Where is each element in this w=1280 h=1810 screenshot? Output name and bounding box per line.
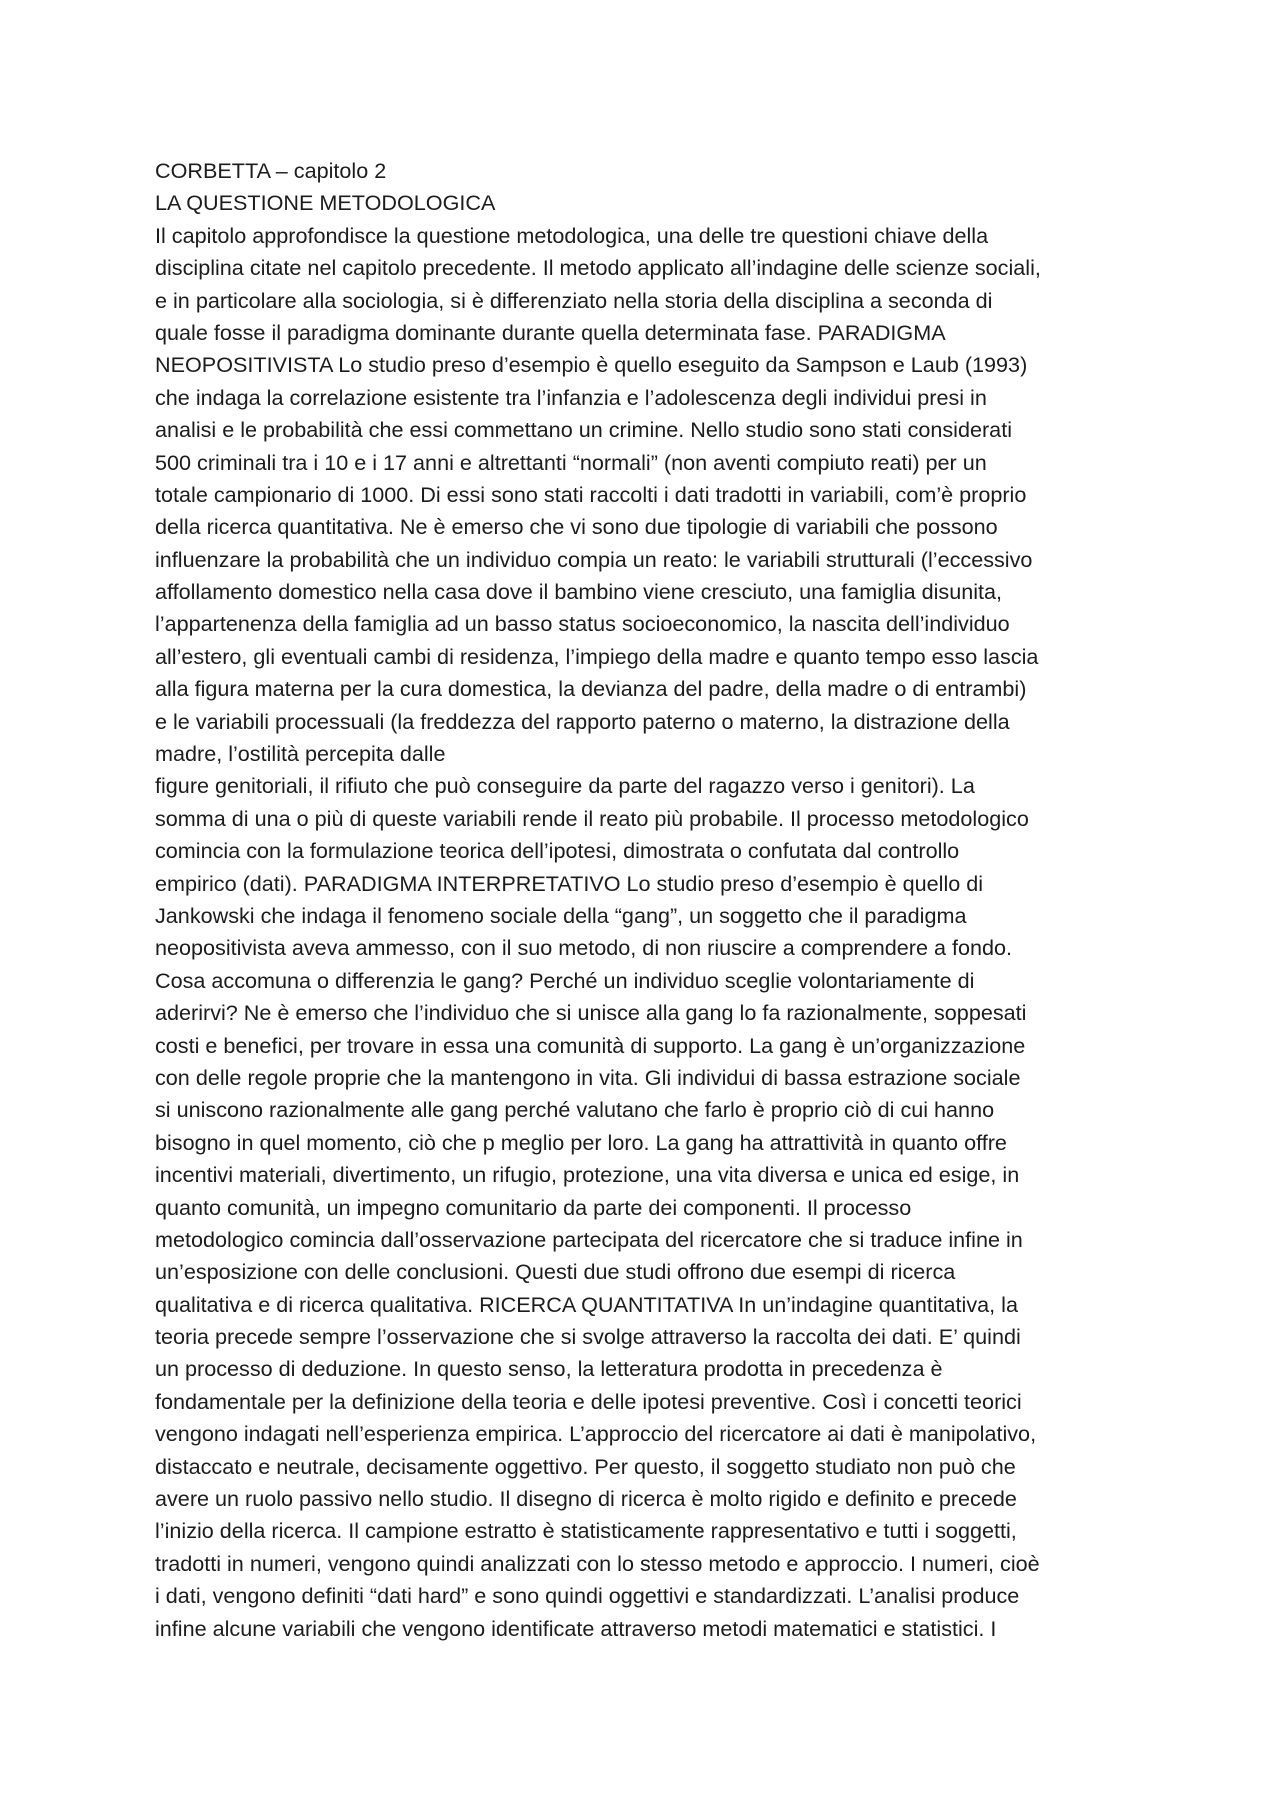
text-line: quale fosse il paradigma dominante durante quella determinata fase. PARADIGMA [155, 319, 946, 345]
text-line: un processo di deduzione. In questo senso, la letteratura prodotta in precedenza è [155, 1356, 943, 1382]
text-line: 500 criminali tra i 10 e i 17 anni e altrettanti “normali” (non aventi compiuto reati) per un [155, 449, 987, 475]
text-line: quanto comunità, un impegno comunitario da parte dei componenti. Il processo [155, 1194, 912, 1220]
text-line: della ricerca quantitativa. Ne è emerso che vi sono due tipologie di variabili che possono [155, 514, 998, 540]
text-line: Cosa accomuna o differenzia le gang? Perché un individuo sceglie volontariamente di [155, 967, 975, 993]
text-line: affollamento domestico nella casa dove il bambino viene cresciuto, una famiglia disunita, [155, 579, 1003, 605]
text-line: metodologico comincia dall’osservazione partecipata del ricercatore che si traduce infine in [155, 1226, 1023, 1252]
text-line: e in particolare alla sociologia, si è differenziato nella storia della disciplina a seconda di [155, 287, 993, 313]
text-line: incentivi materiali, divertimento, un rifugio, protezione, una vita diversa e unica ed esige, in [155, 1162, 1020, 1188]
text-line: Jankowski che indaga il fenomeno sociale della “gang”, un soggetto che il paradigma [155, 902, 967, 928]
text-line: tradotti in numeri, vengono quindi analizzati con lo stesso metodo e approccio. I numeri, cioè [155, 1550, 1040, 1576]
paragraph [155, 220, 1130, 1645]
text-line: distaccato e neutrale, decisamente oggettivo. Per questo, il soggetto studiato non può che [155, 1453, 1016, 1479]
text-line: avere un ruolo passivo nello studio. Il disegno di ricerca è molto rigido e definito e precede [155, 1486, 1017, 1512]
text-line: all’estero, gli eventuali cambi di residenza, l’impiego della madre e quanto tempo esso lascia [155, 643, 1039, 669]
text-line: totale campionario di 1000. Di essi sono stati raccolti i dati tradotti in variabili, com’è proprio [155, 481, 1027, 507]
text-line: disciplina citate nel capitolo precedente. Il metodo applicato all’indagine delle scienze sociali, [155, 255, 1041, 281]
text-line: empirico (dati). PARADIGMA INTERPRETATIVO Lo studio preso d’esempio è quello di [155, 870, 984, 896]
text-line: figure genitoriali, il rifiuto che può conseguire da parte del ragazzo verso i genitori). La [155, 773, 975, 799]
text-line: Il capitolo approfondisce la questione metodologica, una delle tre questioni chiave della [155, 222, 989, 248]
text-line: NEOPOSITIVISTA Lo studio preso d’esempio è quello eseguito da Sampson e Laub (1993) [155, 352, 1028, 378]
text-line: neopositivista aveva ammesso, con il suo metodo, di non riuscire a comprendere a fondo. [155, 935, 1013, 961]
text-line: un’esposizione con delle conclusioni. Questi due studi offrono due esempi di ricerca [155, 1259, 956, 1285]
text-line: fondamentale per la definizione della teoria e delle ipotesi preventive. Così i concetti teorici [155, 1388, 1022, 1414]
document-body [155, 155, 1130, 1645]
text-line: l’appartenenza della famiglia ad un basso status socioeconomico, la nascita dell’individuo [155, 611, 1010, 637]
text-line: madre, l’ostilità percepita dalle [155, 741, 446, 767]
text-line: costi e benefici, per trovare in essa una comunità di supporto. La gang è un’organizzazione [155, 1032, 1026, 1058]
text-line: influenzare la probabilità che un individuo compia un reato: le variabili strutturali (l’eccessivo [155, 546, 1033, 572]
text-line: teoria precede sempre l’osservazione che si svolge attraverso la raccolta dei dati. E’ quindi [155, 1324, 1021, 1350]
text-line: somma di una o più di queste variabili rende il reato più probabile. Il processo metodologico [155, 805, 1029, 831]
document-subheading: LA QUESTIONE METODOLOGICA [155, 190, 496, 216]
text-line: infine alcune variabili che vengono identificate attraverso metodi matematici e statistici. I [155, 1615, 997, 1641]
text-line: i dati, vengono definiti “dati hard” e sono quindi oggettivi e standardizzati. L’analisi produce [155, 1583, 1020, 1609]
text-line: l’inizio della ricerca. Il campione estratto è statisticamente rappresentativo e tutti i soggetti, [155, 1518, 1017, 1544]
text-line: con delle regole proprie che la mantengono in vita. Gli individui di bassa estrazione sociale [155, 1064, 1021, 1090]
text-line: aderirvi? Ne è emerso che l’individuo che si unisce alla gang lo fa razionalmente, soppesati [155, 1000, 1027, 1026]
text-line: bisogno in quel momento, ciò che p meglio per loro. La gang ha attrattività in quanto offre [155, 1129, 1007, 1155]
text-line: qualitativa e di ricerca qualitativa. RICERCA QUANTITATIVA In un’indagine quantitativa, la [155, 1291, 1018, 1317]
text-line: comincia con la formulazione teorica dell’ipotesi, dimostrata o confutata dal controllo [155, 838, 960, 864]
document-heading: CORBETTA – capitolo 2 [155, 158, 387, 183]
text-line: alla figura materna per la cura domestica, la devianza del padre, della madre o di entrambi) [155, 676, 1027, 702]
text-line: e le variabili processuali (la freddezza del rapporto paterno o materno, la distrazione della [155, 708, 1010, 734]
text-line: analisi e le probabilità che essi commettano un crimine. Nello studio sono stati considerati [155, 417, 1012, 443]
text-line: che indaga la correlazione esistente tra l’infanzia e l’adolescenza degli individui presi in [155, 384, 987, 410]
text-line: vengono indagati nell’esperienza empirica. L’approccio del ricercatore ai dati è manipolativo, [155, 1421, 1037, 1447]
text-line: si uniscono razionalmente alle gang perché valutano che farlo è proprio ciò di cui hanno [155, 1097, 995, 1123]
